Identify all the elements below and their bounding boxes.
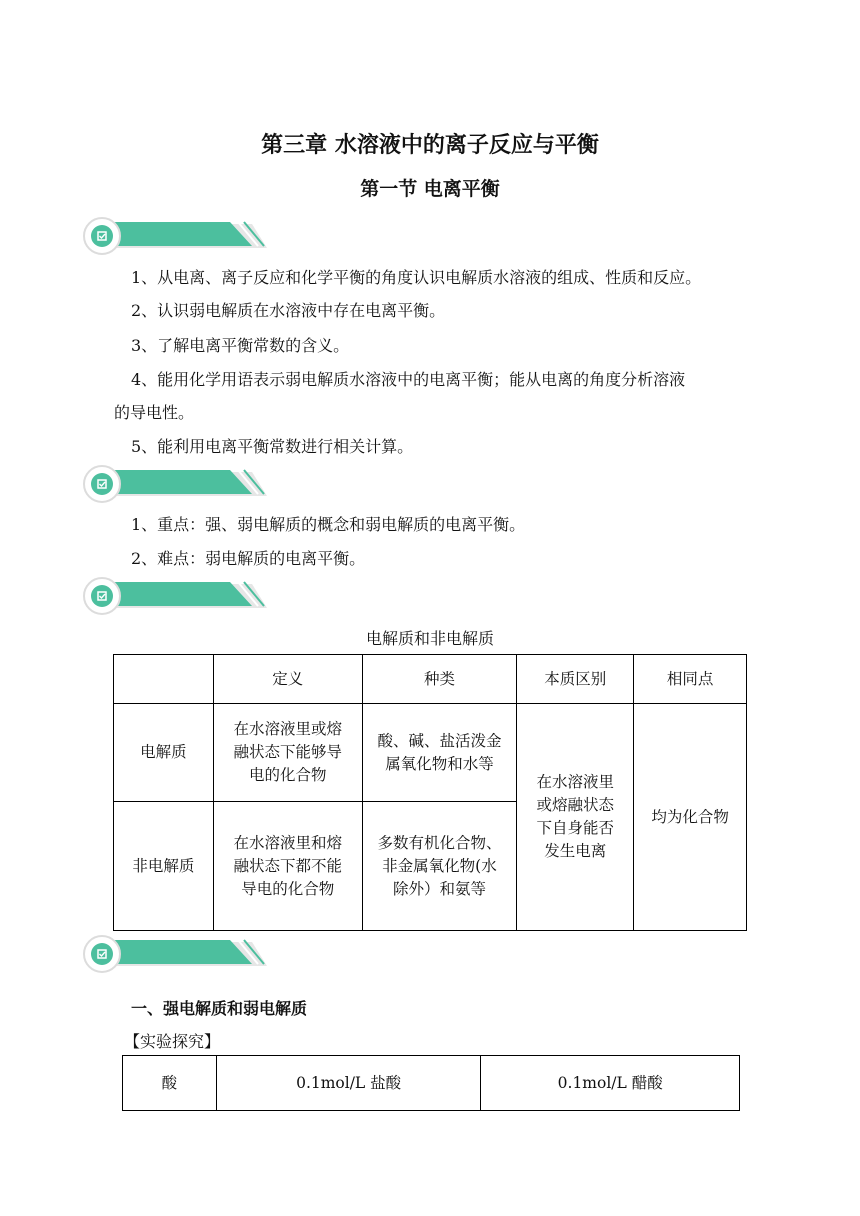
experiment-row [123,1056,740,1111]
goal-5: 5、能利用电离平衡常数进行相关计算。 [131,437,414,456]
exp-hcl: 0.1mol/L 盐酸 [216,1056,481,1111]
header-common: 相同点 [634,655,747,704]
key-point-2: 2、难点：弱电解质的电离平衡。 [131,549,366,568]
goal-2: 2、认识弱电解质在水溶液中存在电离平衡。 [131,301,446,320]
exp-acid-label: 酸 [123,1056,217,1111]
table-row-electrolyte [114,704,747,802]
table-caption: 电解质和非电解质 [365,629,494,648]
electrolyte-table [113,654,747,931]
essential-difference-cell: 在水溶液里 或熔融状态 下自身能否 发生电离 [517,704,634,931]
banner-icon-goals [80,215,270,259]
row-label-nonelectrolyte: 非电解质 [114,802,214,931]
header-types: 种类 [362,655,517,704]
exp-acetic-acid: 0.1mol/L 醋酸 [481,1056,740,1111]
nonelectrolyte-definition: 在水溶液里和熔 融状态下都不能 导电的化合物 [213,802,362,931]
common-point-cell: 均为化合物 [634,704,747,931]
table-header-row [114,655,747,704]
goal-4: 4、能用化学用语表示弱电解质水溶液中的电离平衡；能从电离的角度分析溶液 [131,370,686,389]
banner-icon-review [80,575,270,619]
goal-3: 3、了解电离平衡常数的含义。 [131,336,350,355]
header-cell-empty [114,655,214,704]
goal-1: 1、从电离、离子反应和化学平衡的角度认识电解质水溶液的组成、性质和反应。 [131,268,702,287]
experiment-label: 【实验探究】 [124,1032,221,1051]
row-label-electrolyte: 电解质 [114,704,214,802]
section-heading: 一、强电解质和弱电解质 [131,999,308,1018]
header-difference: 本质区别 [517,655,634,704]
experiment-table [122,1055,740,1111]
nonelectrolyte-types: 多数有机化合物、 非金属氧化物(水 除外）和氨等 [362,802,517,931]
goal-4-cont: 的导电性。 [114,403,195,422]
banner-icon-knowledge [80,933,270,977]
electrolyte-types: 酸、碱、盐活泼金 属氧化物和水等 [362,704,517,802]
electrolyte-definition: 在水溶液里或熔 融状态下能够导 电的化合物 [213,704,362,802]
chapter-title: 第三章 水溶液中的离子反应与平衡 [261,132,599,158]
key-point-1: 1、重点：强、弱电解质的概念和弱电解质的电离平衡。 [131,515,526,534]
header-definition: 定义 [213,655,362,704]
section-title: 第一节 电离平衡 [360,178,500,200]
banner-icon-key-points [80,463,270,507]
